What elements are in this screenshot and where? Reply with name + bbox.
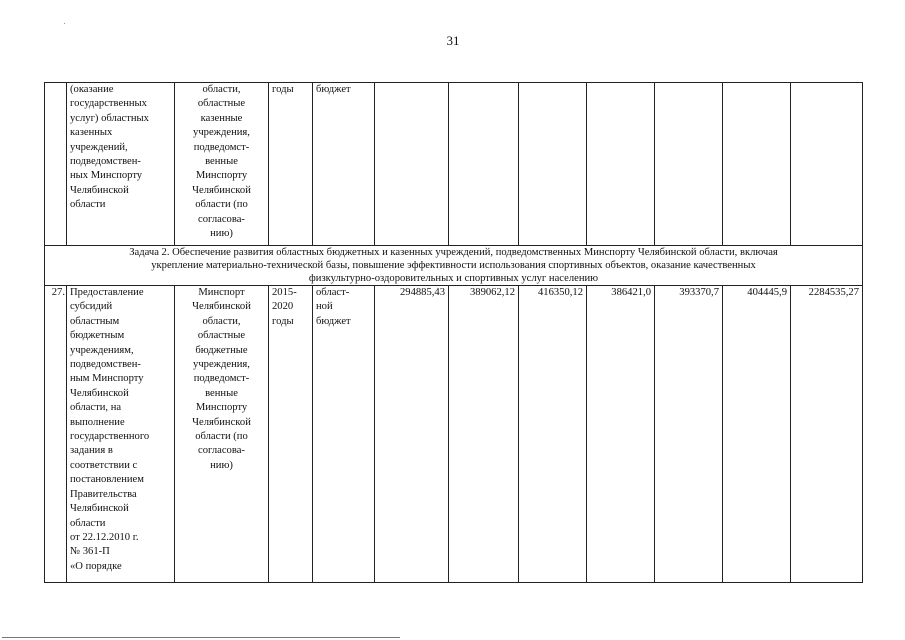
text-line: учреждения, xyxy=(193,127,250,139)
value-cell: 404445,9 xyxy=(723,286,791,583)
task-heading-cell xyxy=(45,246,863,286)
text-line: соответствии с xyxy=(70,459,138,471)
text-line: 2015- xyxy=(272,287,297,298)
text-line: области (по xyxy=(195,199,248,211)
text-line: «О порядке xyxy=(70,560,122,572)
text-line: области xyxy=(70,199,106,211)
bottom-rule xyxy=(2,637,400,638)
value-cell xyxy=(375,83,449,246)
text-line: казенные xyxy=(200,112,243,124)
text-line: учреждениям, xyxy=(70,344,134,356)
text-line: от 22.12.2010 г. xyxy=(70,531,139,543)
text-line: задания в xyxy=(70,445,113,457)
text-line: области (по xyxy=(195,431,248,443)
text-line: годы xyxy=(272,315,294,327)
text-line: бюджетные xyxy=(195,344,248,356)
text-line: област- xyxy=(316,287,350,298)
text-line: годы xyxy=(272,84,294,95)
text-line: венные xyxy=(205,156,238,168)
text-line: казенных xyxy=(70,127,113,139)
value-cell xyxy=(449,83,519,246)
text-line: подведомствен- xyxy=(70,156,141,168)
text-line: бюджет xyxy=(316,84,351,95)
table-row-27 xyxy=(45,286,863,583)
text-line: областным xyxy=(70,315,120,327)
value-cell: 389062,12 xyxy=(449,286,519,583)
text-line: бюджетным xyxy=(70,330,125,342)
row-number-cell xyxy=(45,83,67,246)
text-line: бюджет xyxy=(316,315,351,327)
text-line: Правительства xyxy=(70,488,137,500)
source-cell xyxy=(313,83,375,246)
text-line: государственных xyxy=(70,98,147,110)
text-line: подведомст- xyxy=(193,141,250,153)
executor-cell xyxy=(175,286,269,583)
value-cell xyxy=(791,83,863,246)
term-cell xyxy=(269,286,313,583)
text-line: нию) xyxy=(210,228,233,240)
text-line: Челябинской xyxy=(192,301,251,313)
text-line: нию) xyxy=(210,459,233,471)
text-line: субсидий xyxy=(70,301,113,313)
page-number: 31 xyxy=(446,33,460,48)
text-line: ной xyxy=(316,301,333,313)
text-line: постановлением xyxy=(70,474,144,486)
text-line: областные xyxy=(197,98,246,110)
value-cell xyxy=(655,83,723,246)
text-line: области, xyxy=(202,84,241,95)
text-line: Минспорт xyxy=(198,287,245,298)
value-cell: 2284535,27 xyxy=(791,286,863,583)
scan-speck xyxy=(64,23,65,24)
text-line: области, на xyxy=(70,402,122,414)
text-line: Челябинской xyxy=(70,184,129,196)
text-line: ных Минспорту xyxy=(70,170,143,182)
text-line: ным Минспорту xyxy=(70,373,144,385)
text-line: Минспорту xyxy=(195,170,248,182)
row-number-cell: 27. xyxy=(45,286,67,583)
text-line: услуг) областных xyxy=(70,112,149,124)
value-cell: 393370,7 xyxy=(655,286,723,583)
text-line: Челябинской xyxy=(70,387,129,399)
task-heading-row xyxy=(45,246,863,286)
executor-cell xyxy=(175,83,269,246)
source-cell xyxy=(313,286,375,583)
text-line: подведомствен- xyxy=(70,359,141,371)
text-line: согласова- xyxy=(198,445,245,457)
text-line: областные xyxy=(197,330,246,342)
text-line: учреждений, xyxy=(70,141,128,153)
text-line: области, xyxy=(202,315,241,327)
value-cell: 294885,43 xyxy=(375,286,449,583)
program-table xyxy=(44,82,863,583)
text-line: Предоставление xyxy=(70,287,144,298)
measure-name-cell xyxy=(67,83,175,246)
text-line: № 361-П xyxy=(70,546,110,558)
task-heading-line: Задача 2. Обеспечение развития областных бюджетных и казенных учреждений, подведомственных Минспорту Челябинской области, включая xyxy=(129,247,778,258)
measure-name-cell xyxy=(67,286,175,583)
text-line: (оказание xyxy=(70,84,114,95)
text-line: Челябинской xyxy=(70,503,129,515)
task-heading-line: укрепление материально-технической базы, повышение эффективности использования спортивных объектов, оказание качественных xyxy=(151,260,756,271)
table-row-top xyxy=(45,83,863,246)
value-cell xyxy=(723,83,791,246)
text-line: Челябинской xyxy=(192,184,251,196)
task-heading-line: физкультурно-оздоровительных и спортивных услуг населению xyxy=(308,273,599,284)
text-line: венные xyxy=(205,387,238,399)
term-cell xyxy=(269,83,313,246)
text-line: области xyxy=(70,517,106,529)
value-cell xyxy=(587,83,655,246)
text-line: Челябинской xyxy=(192,416,251,428)
text-line: Минспорту xyxy=(195,402,248,414)
value-cell: 386421,0 xyxy=(587,286,655,583)
text-line: согласова- xyxy=(198,213,245,225)
text-line: 2020 xyxy=(272,301,294,313)
value-cell xyxy=(519,83,587,246)
text-line: подведомст- xyxy=(193,373,250,385)
text-line: выполнение xyxy=(70,416,125,428)
text-line: государственного xyxy=(70,431,150,443)
text-line: учреждения, xyxy=(193,359,250,371)
value-cell: 416350,12 xyxy=(519,286,587,583)
